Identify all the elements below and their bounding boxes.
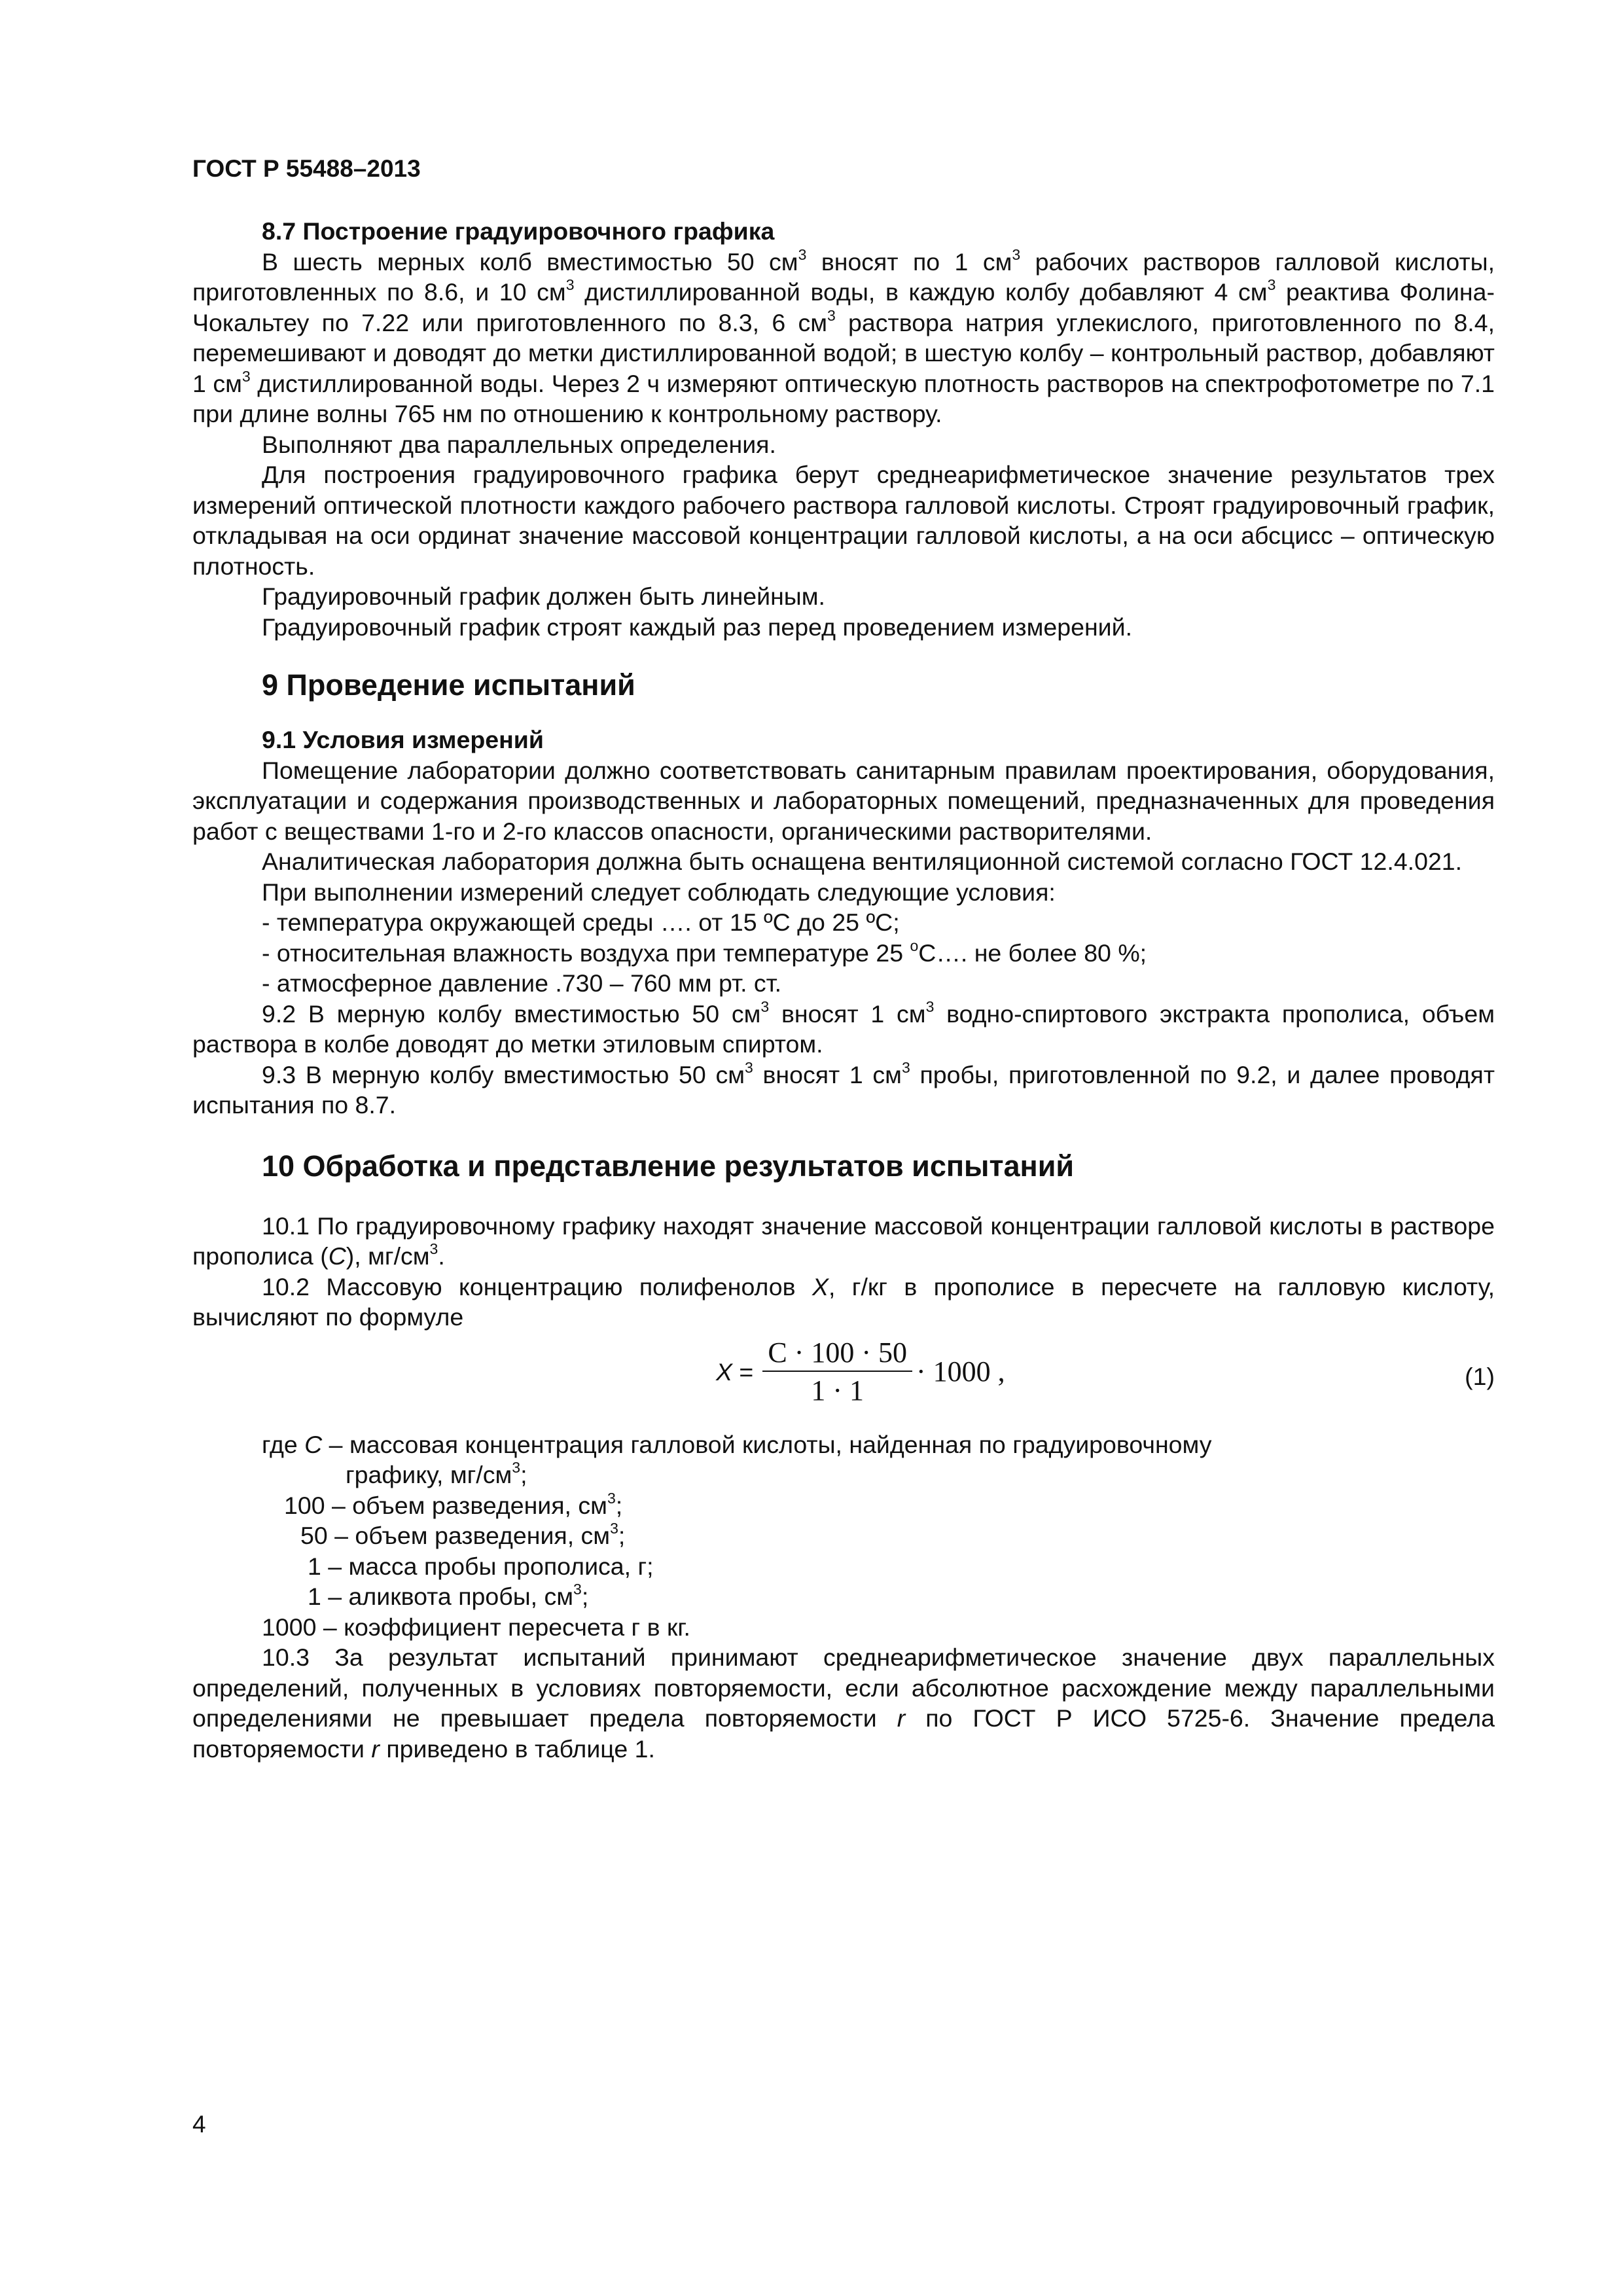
paragraph-10-3: 10.3 За результат испытаний принимают среднеарифметическое значение двух параллельных определений, полученных в условиях повторяемости, если абсолютное расхождение между параллельными определениями не превышает предела повторяемости r по ГОСТ Р ИСО 5725-6. Значение предела повторяемости r приведено в таблице 1. [192,1643,1495,1763]
definition-mass: 1 – масса пробы прополиса, г; [308,1552,654,1580]
formula-multiplier: · 1000 , [916,1355,1005,1388]
section-title-9: 9 Проведение испытаний [262,668,635,702]
paragraph-lab-premises: Помещение лаборатории должно соответствовать санитарным правилам проектирования, оборудования, эксплуатации и содержания производственных и лабораторных помещений, предназначенных для проведения работ с веществами 1-го и 2-го классов опасности, органическими растворителями. [192,756,1495,845]
page-content [192,216,1495,1764]
paragraph-10-2: 10.2 Массовую концентрацию полифенолов X, г/кг в прополисе в пересчете на галловую кислоту, вычисляют по формуле [192,1272,1495,1331]
paragraph-graph-linear: Градуировочный график должен быть линейным. [262,583,825,610]
definition-c: где C – массовая концентрация галловой кислоты, найденная по градуировочному [262,1430,1212,1458]
definition-50: 50 – объем разведения, $см^3$; [300,1520,626,1549]
definition-c-cont: графику, $мг/см^3$; [346,1459,527,1488]
subsection-title-8-7: 8.7 Построение градуировочного графика [262,217,775,245]
paragraph-8-7-procedure: В шесть мерных колб вместимостью 50 $см^3$ вносят по 1 $см^3$ рабочих растворов галловой кислоты, приготовленных по 8.6, и 10 $см^3$ дистиллированной воды, в каждую колбу добавляют 4 $см^3$ реактива Фолина-Чокальтеу по 7.22 или приготовленного по 8.3, 6 $см^3$ раствора натрия углекислого, приготовленного по 8.4, перемешивают и доводят до метки дистиллированной водой; в шестую колбу – контрольный раствор, добавляют 1 $см^3$ дистиллированной воды. Через 2 ч измеряют оптическую плотность растворов на спектрофотометре по 7.1 при длине волны 765 нм по отношению к контрольному раствору. [192,245,1495,427]
formula-1 [716,1338,1005,1407]
paragraph-graph-each-time: Градуировочный график строят каждый раз перед проведением измерений. [262,613,1132,641]
paragraph-graph-construction: Для построения градуировочного графика берут среднеарифметическое значение результатов трех измерений оптической плотности каждого рабочего раствора галловой кислоты. Строят градуировочный график, откладывая на оси ординат значение массовой концентрации галловой кислоты, а на оси абсцисс – оптическую плотность. [192,461,1495,580]
paragraph-ventilation: Аналитическая лаборатория должна быть оснащена вентиляционной системой согласно ГОСТ 12.4.021. [262,848,1463,875]
formula-denominator: 1 · 1 [811,1374,864,1407]
condition-pressure: - атмосферное давление .730 – 760 мм рт. ст. [262,969,782,997]
paragraph-conditions-intro: При выполнении измерений следует соблюдать следующие условия: [262,878,1056,906]
section-title-10: 10 Обработка и представление результатов испытаний [262,1149,1075,1183]
definition-100: 100 – объем разведения, $см^3$; [284,1489,623,1519]
definition-1000: 1000 – коэффициент пересчета г в кг. [262,1613,690,1641]
subsection-title-9-1: 9.1 Условия измерений [262,726,544,753]
definition-aliquot: 1 – аликвота пробы, $см^3$; [308,1581,589,1610]
formula-definitions [192,1429,1495,1643]
formula-lhs: X = [716,1357,754,1386]
formula-number: (1) [1465,1362,1495,1390]
formula-block [192,1333,1495,1429]
formula-numerator: C · 100 · 50 [762,1338,912,1372]
formula-fraction [762,1338,912,1407]
paragraph-parallel: Выполняют два параллельных определения. [262,430,776,458]
condition-temperature: - температура окружающей среды …. от 15 ºС до 25 ºС; [262,908,900,936]
paragraph-9-2: 9.2 В мерную колбу вместимостью 50 $см^3$ вносят 1 $см^3$ водно-спиртового экстракта прополиса, объем раствора в колбе доводят до метки этиловым спиртом. [192,997,1495,1058]
page-number: 4 [192,2111,206,2138]
condition-humidity: - относительная влажность воздуха при температуре 25 $^о$С…. не более 80 %; [262,937,1147,967]
paragraph-10-1: 10.1 По градуировочному графику находят значение массовой концентрации галловой кислоты в растворе прополиса (C), $мг/см^3$. [192,1211,1495,1270]
paragraph-9-3: 9.3 В мерную колбу вместимостью 50 $см^3$ вносят 1 $см^3$ пробы, приготовленной по 9.2, и далее проводят испытания по 8.7. [192,1058,1495,1119]
document-header: ГОСТ Р 55488–2013 [192,155,421,182]
